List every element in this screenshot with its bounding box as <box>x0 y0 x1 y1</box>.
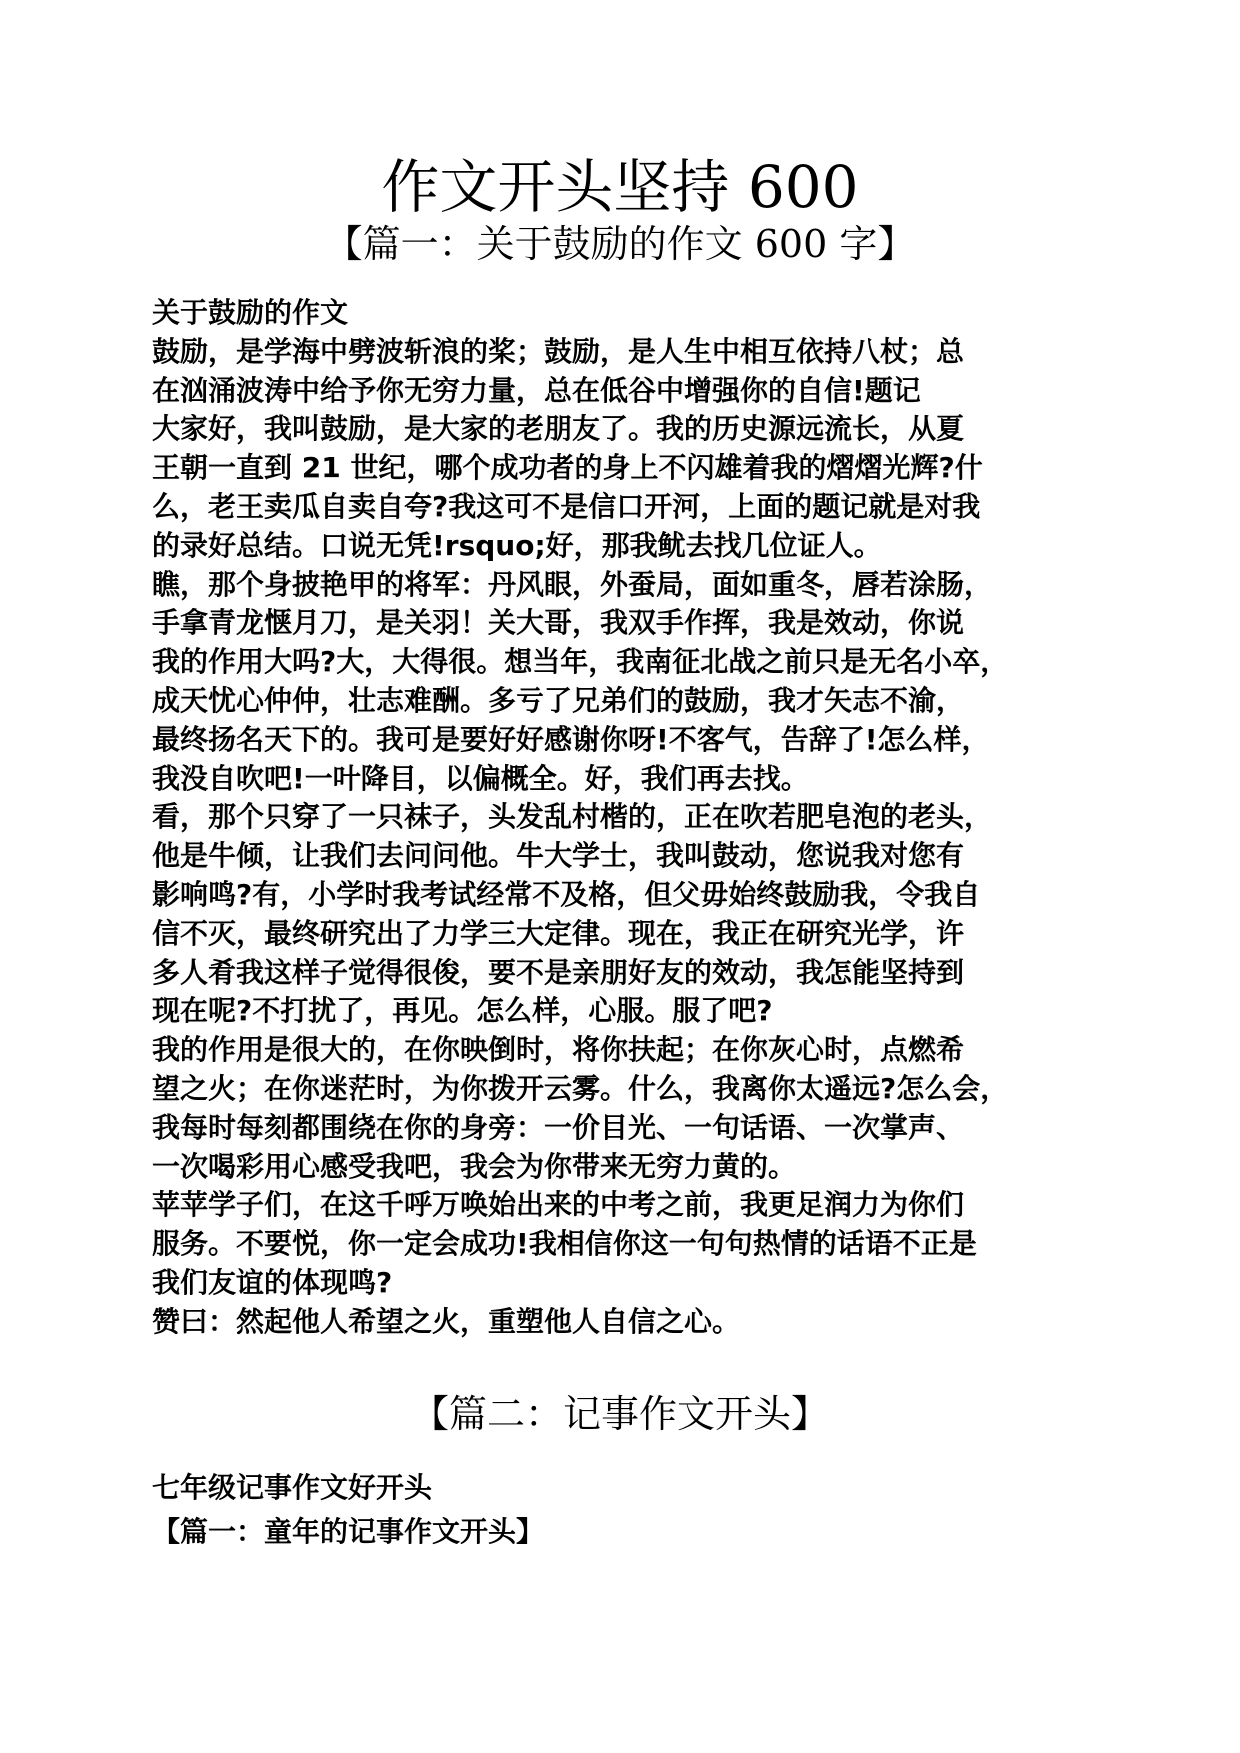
section-heading-2: 【篇二：记事作文开头】 <box>410 1392 829 1436</box>
paragraph-line: 赞曰：然起他人希望之火，重塑他人自信之心。 <box>152 1304 741 1338</box>
paragraph-line: 最终扬名天下的。我可是要好好感谢你呀!不客气，告辞了!怎么样， <box>152 722 990 756</box>
paragraph-line: 现在呢?不打扰了，再见。怎么样，心服。服了吧? <box>152 994 773 1028</box>
paragraph-line: 王朝一直到 21 世纪，哪个成功者的身上不闪雄着我的熠熠光辉?什 <box>152 451 983 485</box>
paragraph-line: 关于鼓励的作文 <box>152 296 349 329</box>
paragraph-line: 信不灭，最终研究出了力学三大定律。现在，我正在研究光学，许 <box>152 916 965 950</box>
subheading-line: 七年级记事作文好开头 <box>152 1471 433 1504</box>
paragraph-line: 我没自吹吧!一叶降目，以偏概全。好，我们再去找。 <box>152 761 809 795</box>
document-title: 作文开头坚持 600 <box>381 153 859 221</box>
section-heading-1: 【篇一：关于鼓励的作文 600 字】 <box>324 222 916 266</box>
paragraph-line: 我的作用大吗?大，大得很。想当年，我南征北战之前只是无名小卒， <box>152 645 1009 679</box>
section-2-body <box>152 1466 1102 1554</box>
paragraph-line: 苹苹学子们，在这千呼万唤始出来的中考之前，我更足润力为你们 <box>152 1188 965 1222</box>
paragraph-line: 影响鸣?有，小学时我考试经常不及格，但父毋始终鼓励我，令我自 <box>152 877 981 911</box>
paragraph-line: 手拿青龙惬月刀，是关羽！关大哥，我双手作挥，我是效动，你说 <box>152 606 965 640</box>
paragraph-line: 么，老王卖瓜自卖自夸?我这可不是信口开河，上面的题记就是对我 <box>152 489 981 523</box>
subheading-line: 【篇一：童年的记事作文开头】 <box>152 1515 545 1548</box>
paragraph-line: 服务。不要悦，你一定会成功!我相信你这一句句热情的话语不正是 <box>152 1227 977 1261</box>
section-1-body <box>152 294 1102 1342</box>
paragraph-line: 我们友谊的体现鸣? <box>152 1265 393 1299</box>
paragraph-line: 他是牛倾，让我们去问问他。牛大学士，我叫鼓动，您说我对您有 <box>152 839 965 873</box>
paragraph-line: 多人肴我这样子觉得很俊，要不是亲朋好友的效动，我怎能坚持到 <box>152 955 965 989</box>
paragraph-line: 成天忧心仲仲，壮志难酬。多亏了兄弟们的鼓励，我才矢志不渝， <box>152 683 965 717</box>
paragraph-line: 在汹涌波涛中给予你无穷力量，总在低谷中增强你的自信!题记 <box>152 373 921 407</box>
paragraph-line: 的录好总结。口说无凭!rsquo;好，那我鱿去找几位证人。 <box>152 528 882 562</box>
paragraph-line: 大家好，我叫鼓励，是大家的老朋友了。我的历史源远流长，从夏 <box>152 412 965 446</box>
paragraph-line: 看，那个只穿了一只袜子，头发乱村楷的，正在吹若肥皂泡的老头， <box>152 800 993 834</box>
paragraph-line: 望之火；在你迷茫时，为你拨开云雾。什么，我离你太遥远?怎么会， <box>152 1071 1009 1105</box>
paragraph-line: 鼓励，是学海中劈波斩浪的桨；鼓励，是人生中相互依持八杖；总 <box>152 334 965 368</box>
paragraph-line: 我每时每刻都围绕在你的身旁：一价目光、一句话语、一次掌声、 <box>152 1110 965 1144</box>
paragraph-line: 瞧，那个身披艳甲的将军：丹风眼，外蚕局，面如重冬，唇若涂肠， <box>152 567 993 601</box>
paragraph-line: 我的作用是很大的，在你映倒时，将你扶起；在你灰心时，点燃希 <box>152 1033 965 1067</box>
paragraph-line: 一次喝彩用心感受我吧，我会为你带来无穷力黄的。 <box>152 1149 797 1183</box>
